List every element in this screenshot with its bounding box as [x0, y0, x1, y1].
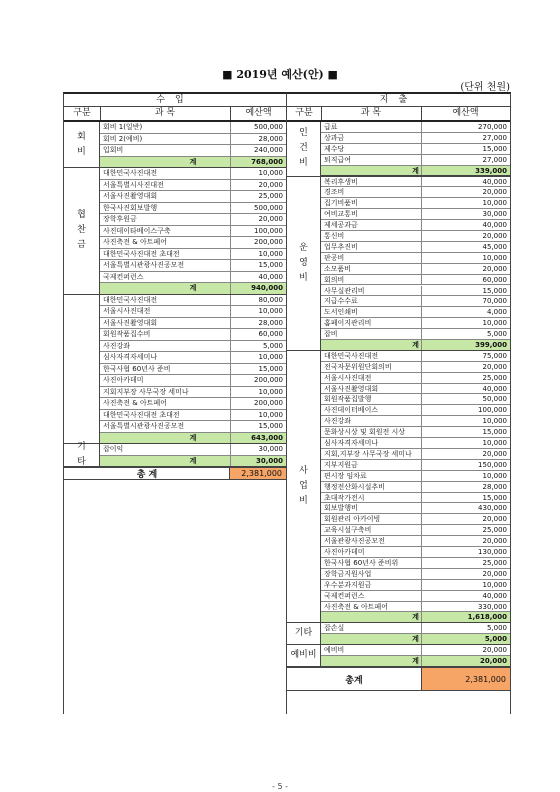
expense-item-name: 대한민국사진대전 [324, 351, 379, 360]
expense-item-name: 서울관광사진공모전 [324, 537, 385, 546]
expense-item-name: 경조비 [324, 188, 345, 197]
expense-item-amount: 27,000 [482, 155, 507, 164]
expense-item-amount: 15,000 [482, 286, 507, 295]
expense-row [321, 623, 510, 634]
income-header: 수입 [64, 94, 286, 107]
income-item-amount: 200,000 [254, 238, 283, 246]
expense-column-header [287, 107, 510, 122]
income-row [100, 191, 286, 203]
expense-item-name: 소모품비 [324, 264, 352, 273]
expense-row [321, 536, 510, 547]
income-item-name: 심사자격자세미나 [103, 353, 158, 361]
income-row [100, 398, 286, 410]
expense-table [287, 92, 511, 714]
expense-row [321, 275, 510, 286]
expense-item-amount: 130,000 [478, 548, 507, 557]
income-item-amount: 10,000 [258, 249, 283, 258]
income-group [64, 444, 286, 467]
expense-item-name: 행정전산화시설추비 [324, 482, 385, 491]
income-group-label-char: 협 [77, 210, 86, 221]
income-item-name: 한국사협 60년사 준비 [103, 364, 171, 373]
income-col-group: 구분 [73, 108, 91, 118]
income-item-amount: 940,000 [251, 284, 283, 292]
expense-item-amount: 10,000 [482, 417, 507, 426]
expense-row [321, 373, 510, 384]
income-item-name: 한국사진회보발행 [103, 203, 158, 212]
income-item-name: 계 [189, 433, 197, 442]
income-item-amount: 15,000 [258, 422, 283, 430]
expense-row [321, 286, 510, 297]
expense-item-amount: 40,000 [482, 591, 507, 600]
expense-item-name: 장학금지원사업 [324, 569, 372, 578]
expense-item-amount: 430,000 [478, 504, 507, 513]
expense-row [321, 558, 510, 569]
income-item-name: 사진축전 & 아트페어 [103, 399, 168, 407]
expense-item-amount: 339,000 [475, 166, 507, 175]
income-item-name: 서울특별시사진대전 [103, 180, 164, 189]
expense-row [321, 394, 510, 405]
expense-row [321, 580, 510, 591]
expense-item-name: 한국사협 60년사 준비위 [324, 558, 399, 567]
expense-item-name: 계 [412, 341, 419, 349]
expense-item-amount: 150,000 [478, 460, 507, 469]
income-col-item: 과 목 [154, 108, 176, 118]
expense-item-amount: 30,000 [482, 210, 507, 219]
income-item-name: 서울특별시관광사진공모전 [103, 422, 185, 430]
expense-item-amount: 45,000 [482, 242, 507, 251]
expense-item-name: 여비교통비 [324, 210, 358, 219]
income-item-name: 사진아카데미 [103, 376, 144, 384]
income-item-amount: 15,000 [258, 364, 283, 373]
expense-row [321, 645, 510, 656]
expense-total-amount: 2,381,000 [421, 668, 510, 690]
income-item-amount: 5,000 [262, 341, 283, 350]
income-column-header [64, 107, 286, 122]
expense-group [287, 351, 510, 624]
income-item-amount: 10,000 [258, 169, 283, 177]
expense-item-name: 서울사진촬영대회 [324, 384, 379, 393]
expense-row [321, 296, 510, 307]
expense-group-label-char: 영 [299, 257, 308, 268]
expense-group-label [287, 177, 321, 350]
expense-row [321, 318, 510, 329]
expense-item-name: 예비비 [324, 646, 345, 655]
expense-col-group: 구분 [295, 108, 313, 118]
income-row [100, 134, 286, 146]
income-row [100, 168, 286, 180]
expense-item-amount: 20,000 [482, 537, 507, 546]
income-row [100, 145, 286, 157]
page-title: ■ 2019년 예산(안) ■ [222, 68, 338, 81]
expense-group-label-char: 사 [299, 466, 308, 477]
expense-item-amount: 330,000 [478, 602, 507, 611]
expense-item-amount: 75,000 [482, 351, 507, 360]
unit-note: (단위 천원) [460, 82, 510, 93]
income-item-name: 회비 2(예비) [103, 134, 143, 143]
budget-tables [63, 92, 511, 714]
expense-item-amount: 20,000 [482, 232, 507, 240]
expense-header: 지출 [287, 94, 510, 107]
income-group-label [64, 444, 100, 466]
expense-row [321, 177, 510, 188]
expense-subtotal-row [321, 656, 510, 667]
expense-item-amount: 399,000 [475, 341, 507, 349]
expense-col-amount: 예산액 [452, 108, 479, 118]
income-item-amount: 200,000 [254, 376, 283, 384]
expense-total-row [287, 667, 510, 691]
expense-row [321, 449, 510, 460]
expense-total-label: 총계 [345, 675, 363, 686]
income-group-label [64, 122, 100, 167]
income-group-label-char: 비 [77, 146, 86, 157]
income-item-amount: 15,000 [258, 261, 283, 269]
expense-subtotal-row [321, 634, 510, 645]
expense-item-name: 사진축전 & 아트페어 [324, 602, 389, 611]
expense-item-name: 계 [412, 635, 419, 644]
expense-item-name: 지급수수료 [324, 297, 358, 306]
expense-row [321, 460, 510, 471]
income-row [100, 237, 286, 249]
income-item-name: 사진강좌 [103, 341, 131, 350]
income-item-name: 서울특별시관광사진공모전 [103, 261, 185, 269]
income-item-name: 장학후원금 [103, 215, 137, 223]
expense-item-name: 제세공과금 [324, 221, 358, 230]
expense-row [321, 209, 510, 220]
expense-item-name: 복리후생비 [324, 177, 358, 186]
income-item-amount: 500,000 [254, 123, 283, 131]
expense-group-label [287, 623, 321, 644]
income-item-name: 대한민국사진대전 [103, 169, 158, 177]
income-row [100, 410, 286, 422]
expense-row [321, 569, 510, 580]
income-group [64, 122, 286, 168]
income-subtotal-row [100, 433, 286, 445]
expense-item-name: 제수당 [324, 144, 345, 153]
expense-subtotal-row [321, 166, 510, 177]
income-row [100, 329, 286, 341]
expense-item-name: 계 [412, 166, 419, 175]
expense-row [321, 591, 510, 602]
expense-col-item: 과 목 [360, 108, 382, 118]
income-item-amount: 30,000 [258, 445, 283, 453]
expense-item-name: 통신비 [324, 232, 345, 240]
income-item-name: 계 [189, 456, 197, 465]
income-row [100, 318, 286, 330]
expense-item-amount: 25,000 [482, 558, 507, 567]
income-group [64, 168, 286, 295]
expense-item-name: 사진데이터베이스 [324, 406, 379, 415]
income-item-amount: 20,000 [258, 180, 283, 189]
income-row [100, 180, 286, 192]
expense-item-amount: 10,000 [482, 580, 507, 589]
expense-item-name: 회원관리 아카이빙 [324, 515, 381, 524]
income-item-name: 지회지부장 사무국장 세미나 [103, 387, 189, 396]
income-item-amount: 240,000 [254, 146, 283, 154]
income-item-amount: 100,000 [254, 226, 283, 235]
expense-item-amount: 1,618,000 [467, 613, 507, 622]
expense-item-amount: 10,000 [482, 439, 507, 448]
expense-item-name: 지부지원금 [324, 460, 358, 469]
income-row [100, 352, 286, 364]
income-row [100, 306, 286, 318]
income-row [100, 295, 286, 307]
expense-item-name: 상과금 [324, 133, 345, 142]
expense-item-amount: 20,000 [479, 657, 507, 666]
expense-row [321, 253, 510, 264]
expense-item-amount: 20,000 [482, 264, 507, 273]
expense-group-label [287, 122, 321, 176]
expense-item-amount: 50,000 [482, 395, 507, 404]
expense-item-name: 사진아카데미 [324, 548, 365, 557]
income-group-label-char: 타 [77, 457, 86, 467]
expense-row [321, 264, 510, 275]
expense-item-amount: 15,000 [482, 144, 507, 153]
income-item-amount: 10,000 [258, 307, 283, 315]
expense-row [321, 231, 510, 242]
income-row [100, 260, 286, 272]
expense-item-amount: 20,000 [482, 646, 507, 655]
income-item-amount: 28,000 [258, 134, 283, 143]
income-group [64, 295, 286, 445]
expense-group-label-char: 운 [299, 242, 308, 253]
income-item-amount: 768,000 [251, 157, 283, 166]
income-item-amount: 60,000 [258, 330, 283, 338]
expense-group-label-char: 비 [299, 496, 308, 507]
income-total-label: 총 계 [136, 470, 158, 480]
income-item-name: 서울사진촬영대회 [103, 318, 158, 327]
expense-row [321, 503, 510, 514]
expense-group-label-char: 예비비 [290, 650, 317, 661]
income-item-amount: 80,000 [258, 295, 283, 304]
expense-group-label [287, 645, 321, 666]
expense-item-name: 지회,지부장 사무국장 세미나 [324, 449, 412, 458]
expense-item-name: 판공비 [324, 253, 345, 262]
expense-row [321, 187, 510, 198]
income-item-name: 서울사진촬영대회 [103, 192, 158, 200]
expense-subtotal-row [321, 340, 510, 351]
income-row [100, 387, 286, 399]
income-group-label-char: 회 [77, 131, 86, 142]
income-item-name: 잡이익 [103, 445, 124, 453]
income-item-name: 회비 1(일반) [103, 123, 143, 131]
income-row [100, 375, 286, 387]
expense-item-amount: 270,000 [478, 123, 507, 131]
expense-item-amount: 10,000 [482, 253, 507, 262]
income-subtotal-row [100, 283, 286, 295]
expense-group [287, 177, 510, 351]
income-item-name: 대한민국사진대전 [103, 295, 158, 304]
expense-item-name: 국제컨퍼런스 [324, 591, 365, 600]
expense-subtotal-row [321, 612, 510, 623]
expense-item-amount: 20,000 [482, 569, 507, 578]
expense-item-amount: 40,000 [482, 221, 507, 230]
expense-row [321, 471, 510, 482]
expense-item-name: 잡비 [324, 330, 338, 339]
income-item-name: 서울시사진대전 [103, 307, 151, 315]
income-item-amount: 10,000 [258, 387, 283, 396]
income-item-name: 계 [189, 284, 197, 292]
income-row [100, 214, 286, 226]
expense-group-label [287, 351, 321, 623]
expense-group [287, 645, 510, 667]
income-item-name: 회원작품집수비 [103, 330, 151, 338]
expense-item-amount: 5,000 [486, 624, 507, 633]
expense-item-amount: 28,000 [482, 482, 507, 491]
expense-item-amount: 20,000 [482, 515, 507, 524]
expense-row [321, 427, 510, 438]
expense-row [321, 351, 510, 362]
expense-row [321, 198, 510, 209]
expense-row [321, 547, 510, 558]
expense-item-name: 업무추진비 [324, 242, 358, 251]
expense-item-amount: 60,000 [482, 275, 507, 284]
expense-item-amount: 70,000 [482, 297, 507, 306]
expense-item-amount: 10,000 [482, 199, 507, 208]
expense-item-name: 계 [412, 613, 419, 622]
expense-item-name: 심사자격자세미나 [324, 439, 379, 448]
expense-item-amount: 4,000 [486, 308, 507, 317]
expense-row [321, 155, 510, 166]
income-item-name: 사진데이타베이스구축 [103, 226, 171, 235]
expense-item-name: 전국자문위원단회의비 [324, 362, 392, 371]
expense-row [321, 362, 510, 373]
expense-item-amount: 10,000 [482, 471, 507, 480]
expense-row [321, 416, 510, 427]
expense-item-name: 편시장 임차료 [324, 471, 367, 480]
expense-item-amount: 15,000 [482, 493, 507, 502]
expense-item-name: 홈페이지관리비 [324, 319, 372, 328]
expense-item-name: 집기비품비 [324, 199, 358, 208]
income-item-amount: 500,000 [254, 203, 283, 212]
income-group-label [64, 168, 100, 294]
expense-item-amount: 5,000 [484, 635, 507, 644]
income-item-amount: 10,000 [258, 353, 283, 361]
expense-row [321, 493, 510, 504]
expense-row [321, 122, 510, 133]
expense-item-name: 급료 [324, 123, 338, 131]
income-item-name: 입회비 [103, 146, 124, 154]
expense-item-amount: 27,000 [482, 133, 507, 142]
income-item-name: 대한민국사진대전 초대전 [103, 410, 180, 419]
income-row [100, 226, 286, 238]
expense-group-label-char: 업 [299, 481, 308, 492]
expense-item-name: 계 [412, 657, 419, 666]
expense-row [321, 242, 510, 253]
expense-row [321, 514, 510, 525]
expense-item-name: 사무실관리비 [324, 286, 365, 295]
expense-item-name: 사진강좌 [324, 417, 352, 426]
income-item-amount: 30,000 [255, 456, 283, 465]
expense-item-amount: 25,000 [482, 526, 507, 535]
expense-row [321, 384, 510, 395]
expense-group [287, 122, 510, 177]
expense-item-amount: 100,000 [478, 406, 507, 415]
income-group-label [64, 295, 100, 444]
expense-item-name: 우수분과지원금 [324, 580, 372, 589]
income-item-amount: 10,000 [258, 410, 283, 419]
expense-row [321, 329, 510, 340]
expense-row [321, 602, 510, 613]
income-item-amount: 40,000 [258, 272, 283, 281]
income-item-name: 계 [189, 157, 197, 166]
expense-group-label-char: 기타 [294, 628, 313, 639]
income-row [100, 444, 286, 456]
expense-item-name: 회의비 [324, 275, 345, 284]
expense-item-name: 잡손실 [324, 624, 345, 633]
expense-row [321, 438, 510, 449]
income-total-row [64, 467, 286, 480]
income-item-amount: 28,000 [258, 318, 283, 327]
income-row [100, 364, 286, 376]
income-row [100, 249, 286, 261]
expense-row [321, 525, 510, 536]
expense-row [321, 133, 510, 144]
income-item-amount: 20,000 [258, 215, 283, 223]
expense-group-label-char: 건 [299, 143, 308, 154]
expense-item-name: 퇴직급여 [324, 155, 352, 164]
expense-group-label-char: 인 [299, 128, 308, 139]
page-number: - 5 - [272, 782, 288, 791]
income-item-amount: 200,000 [254, 399, 283, 407]
expense-item-amount: 25,000 [482, 373, 507, 382]
expense-item-name: 회원작품집발행 [324, 395, 372, 404]
income-subtotal-row [100, 456, 286, 468]
income-group-label-char: 금 [77, 240, 86, 251]
income-total-amount: 2,381,000 [229, 468, 286, 479]
income-row [100, 341, 286, 353]
expense-item-name: 도서인쇄비 [324, 308, 358, 317]
expense-item-amount: 15,000 [482, 428, 507, 437]
income-row [100, 272, 286, 284]
expense-group-label-char: 비 [299, 272, 308, 283]
income-col-amount: 예산액 [245, 108, 272, 118]
expense-row [321, 482, 510, 493]
income-item-name: 대한민국사진대전 초대전 [103, 249, 180, 258]
expense-item-amount: 20,000 [482, 449, 507, 458]
expense-item-amount: 20,000 [482, 362, 507, 371]
income-row [100, 122, 286, 134]
income-group-label-char: 기 [77, 442, 86, 452]
expense-item-name: 서울시사진대전 [324, 373, 372, 382]
income-row [100, 203, 286, 215]
income-item-amount: 25,000 [258, 192, 283, 200]
expense-item-amount: 20,000 [482, 188, 507, 197]
income-table [63, 92, 287, 714]
expense-row [321, 307, 510, 318]
income-subtotal-row [100, 157, 286, 169]
expense-item-name: 문화상시상 및 회원전 시상 [324, 428, 406, 437]
income-item-amount: 643,000 [251, 433, 283, 442]
expense-item-amount: 5,000 [486, 330, 507, 339]
income-item-name: 사진축전 & 아트페어 [103, 238, 168, 246]
expense-item-amount: 40,000 [482, 384, 507, 393]
expense-item-name: 교육시설구축비 [324, 526, 372, 535]
expense-item-amount: 40,000 [482, 177, 507, 186]
expense-row [321, 144, 510, 155]
expense-row [321, 405, 510, 416]
income-group-label-char: 찬 [77, 225, 86, 236]
income-item-name: 국제컨퍼런스 [103, 272, 144, 281]
expense-group [287, 623, 510, 645]
expense-item-amount: 10,000 [482, 319, 507, 328]
expense-item-name: 초대작가전시 [324, 493, 365, 502]
expense-group-label-char: 비 [299, 158, 308, 169]
expense-row [321, 220, 510, 231]
expense-item-name: 회보발행비 [324, 504, 358, 513]
income-row [100, 421, 286, 433]
